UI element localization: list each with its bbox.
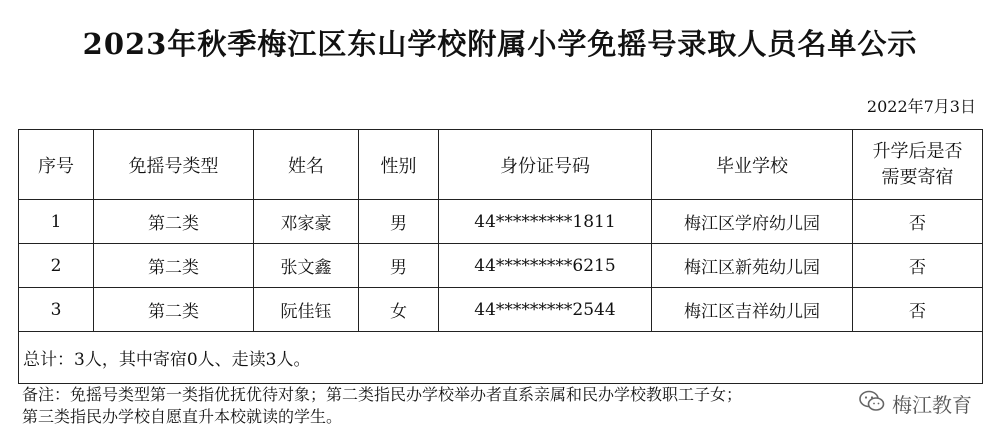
- cell-boarding: 否: [853, 288, 983, 332]
- header-boarding: 升学后是否需要寄宿: [853, 130, 983, 200]
- page-title: 2023年秋季梅江区东山学校附属小学免摇号录取人员名单公示: [82, 27, 918, 61]
- cell-graduated-school: 梅江区学府幼儿园: [652, 200, 853, 244]
- cell-name: 阮佳钰: [254, 288, 359, 332]
- table-row: [19, 200, 983, 244]
- cell-boarding: 否: [853, 200, 983, 244]
- cell-id-number: 44*********1811: [439, 200, 652, 244]
- publish-date: 2022年7月3日: [866, 97, 976, 116]
- cell-index: 1: [19, 200, 94, 244]
- watermark: [854, 389, 976, 418]
- cell-index: 3: [19, 288, 94, 332]
- table-row: [19, 288, 983, 332]
- cell-name: 邓家豪: [254, 200, 359, 244]
- cell-graduated-school: 梅江区吉祥幼儿园: [652, 288, 853, 332]
- header-graduated-school: 毕业学校: [652, 130, 853, 200]
- cell-boarding: 否: [853, 244, 983, 288]
- cell-gender: 男: [359, 244, 439, 288]
- admission-table: [18, 129, 983, 384]
- cell-graduated-school: 梅江区新苑幼儿园: [652, 244, 853, 288]
- table-row: [19, 244, 983, 288]
- header-gender: 性别: [359, 130, 439, 200]
- cell-id-number: 44*********2544: [439, 288, 652, 332]
- cell-exemption-type: 第二类: [94, 200, 254, 244]
- cell-name: 张文鑫: [254, 244, 359, 288]
- cell-index: 2: [19, 244, 94, 288]
- cell-gender: 男: [359, 200, 439, 244]
- cell-id-number: 44*********6215: [439, 244, 652, 288]
- cell-exemption-type: 第二类: [94, 244, 254, 288]
- table-header-row: [19, 130, 983, 200]
- watermark-text: 梅江教育: [892, 393, 972, 417]
- header-index: 序号: [19, 130, 94, 200]
- summary-text: 总计：3人，其中寄宿0人、走读3人。: [19, 332, 983, 384]
- note-line: 备注：免摇号类型第一类指优抚优待对象；第二类指民办学校举办者直系亲属和民办学校教职工子女；: [22, 385, 743, 404]
- note-line: 第三类指民办学校自愿直升本校就读的学生。: [22, 407, 343, 426]
- header-name: 姓名: [254, 130, 359, 200]
- table-summary-row: [19, 332, 983, 384]
- header-id-number: 身份证号码: [439, 130, 652, 200]
- cell-exemption-type: 第二类: [94, 288, 254, 332]
- cell-gender: 女: [359, 288, 439, 332]
- notes: [22, 384, 982, 428]
- wechat-icon: [858, 389, 886, 418]
- header-exemption-type: 免摇号类型: [94, 130, 254, 200]
